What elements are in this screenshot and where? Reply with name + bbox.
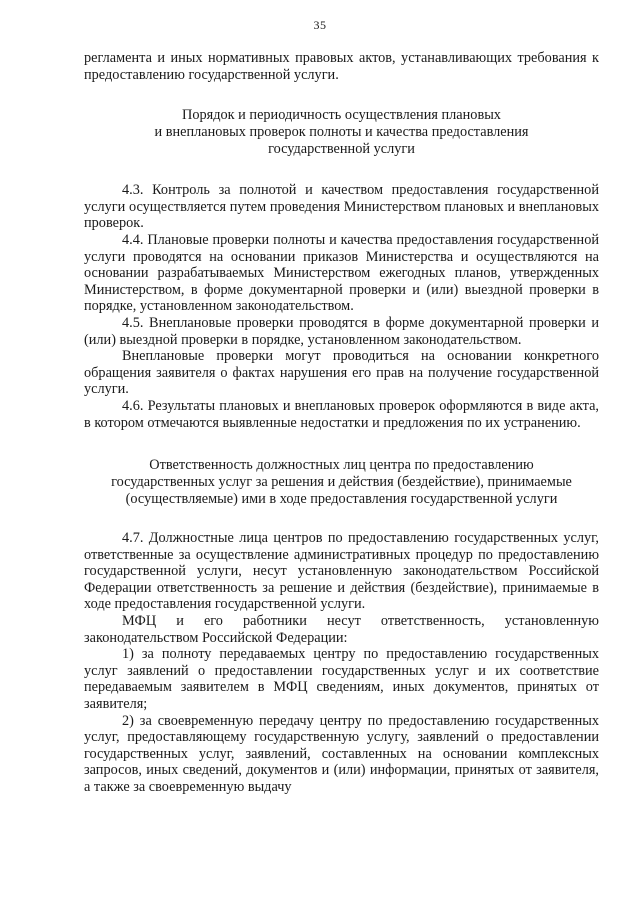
heading-line: государственных услуг за решения и действия (бездействие), принимаемые (111, 474, 572, 491)
heading-line: Ответственность должностных лиц центра по предоставлению (149, 457, 534, 474)
paragraph-4-7: 4.7. Должностные лица центров по предоставлению государственных услуг, ответственные за осуществление административных процедур по предоставлению государственной услуги, несут установленную законодательством Российской Федерации ответственность за решение и действия (бездействие), принимаемые в ходе предоставления государственной услуги. (84, 530, 599, 613)
list-item-1: 1) за полноту передаваемых центру по предоставлению государственных услуг заявлений о предоставлении государственных услуг и их соответствие передаваемым заявителем в МФЦ сведениям, иных документов, принятых от заявителя; (84, 646, 599, 713)
paragraph-4-6: 4.6. Результаты плановых и внеплановых проверок оформляются в виде акта, в котором отмечаются выявленные недостатки и предложения по их устранению. (84, 397, 599, 431)
paragraph-continuation: регламента и иных нормативных правовых актов, устанавливающих требования к предоставлению государственной услуги. (84, 50, 599, 83)
document-body (84, 50, 599, 796)
heading-line: Порядок и периодичность осуществления плановых (182, 107, 501, 124)
paragraph-4-4: 4.4. Плановые проверки полноты и качества предоставления государственной услуги проводятся на основании приказов Министерства и осуществляются на основании разрабатываемых Министерством ежегодных планов, утвержденных Министерством, в форме документарной проверки и (или) выездной проверки в порядке, установленном законодательством. (84, 231, 599, 315)
heading-line: государственной услуги (268, 141, 415, 158)
paragraph-4-5: 4.5. Внеплановые проверки проводятся в форме документарной проверки и (или) выездной проверки в порядке, установленном законодательством. (84, 314, 599, 348)
section-heading-inspections (84, 107, 599, 158)
paragraph-mfc-responsibility: МФЦ и его работники несут ответственность, установленную законодательством Российской Федерации: (84, 613, 599, 646)
paragraph-unscheduled-inspections: Внеплановые проверки могут проводиться на основании конкретного обращения заявителя о фактах нарушения его прав на получение государственной услуги. (84, 348, 599, 398)
page-number: 35 (313, 18, 327, 32)
list-item-2: 2) за своевременную передачу центру по предоставлению государственных услуг, предоставляющему государственную услугу, заявлений о предоставлении государственных услуг, заявлений, составленных на основании комплексных запросов, иных сведений, документов и (или) информации, принятых от заявителя, а также за своевременную выдачу (84, 712, 599, 795)
heading-line: (осуществляемые) ими в ходе предоставления государственной услуги (125, 491, 558, 508)
heading-line: и внеплановых проверок полноты и качества предоставления (154, 124, 529, 141)
section-heading-responsibility (84, 457, 599, 508)
paragraph-4-3: 4.3. Контроль за полнотой и качеством предоставления государственной услуги осуществляется путем проведения Министерством плановых и внеплановых проверок. (84, 182, 599, 232)
